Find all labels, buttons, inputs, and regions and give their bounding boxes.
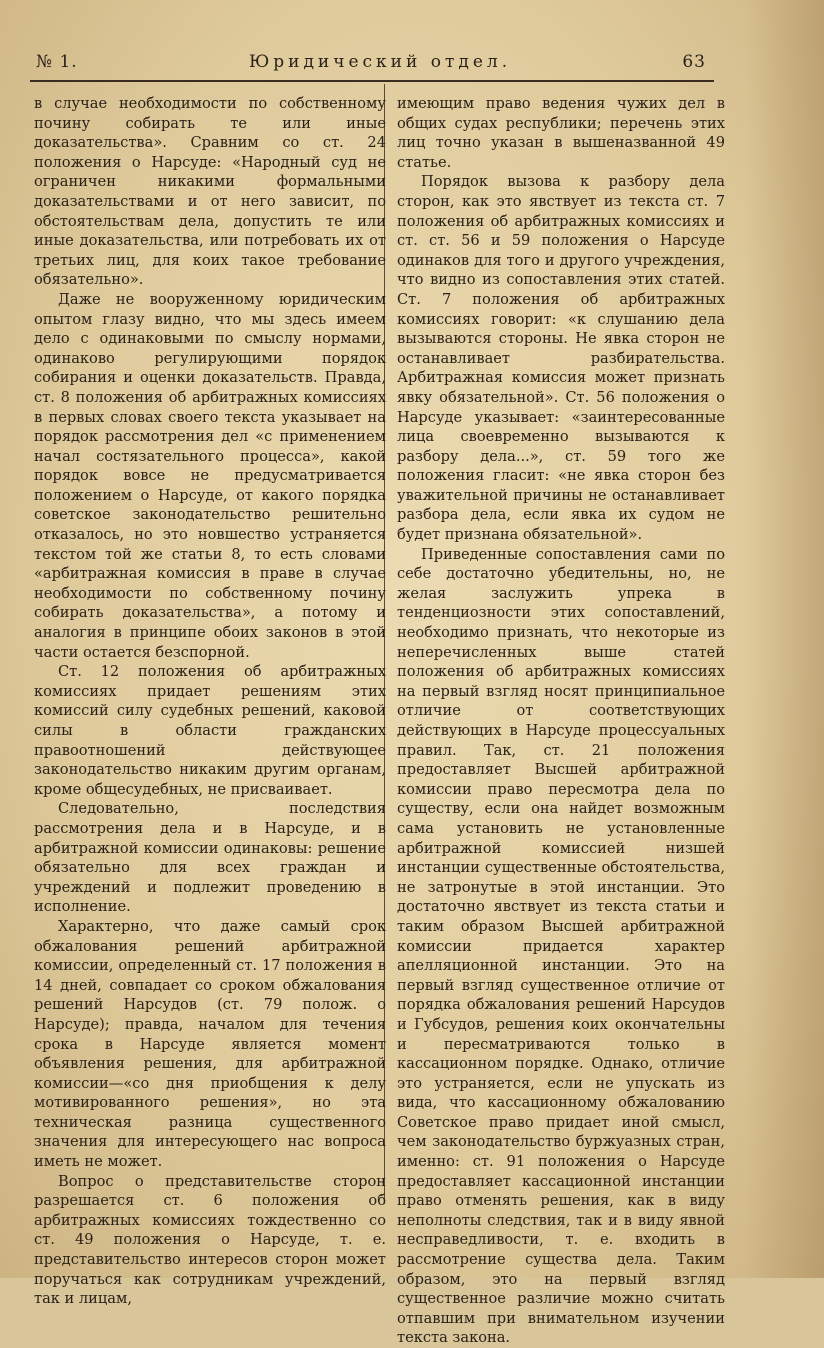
paragraph: Даже не вооруженному юридическим опытом глазу видно, что мы здесь имеем дело с одинаковыми по смыслу нормами, одинаково регулирующими порядок собирания и оценки доказательств. Правда, ст. 8 положения об арбитражных комиссиях в первых словах своего текста указывает на порядок рассмотрения дел «с применением начал состязательного процесса», какой порядок вовсе не предусматривается положением о Нарсуде, от какого порядка советское законодательство решительно отказалось, но это новшество устраняется текстом той же статьи 8, то есть словами «арбитражная комиссия в праве в случае необходимости по собственному почину собирать доказательства», а потому и аналогия в принципе обоих законов в этой части остается безспорной. — [34, 290, 386, 661]
page-header — [36, 50, 706, 74]
issue-number: № 1. — [36, 52, 78, 72]
paragraph: Следовательно, последствия рассмотрения дела и в Нарсуде, и в арбитражной комиссии одинаковы: решение обязательно для всех граждан и учреждений и подлежит проведению в исполнение. — [34, 800, 386, 916]
paragraph: Приведенные сопоставления сами по себе достаточно убедительны, но, не желая заслужить упрека в тенденциозности этих сопоставлений, необходимо признать, что некоторые из неперечисленных выше статей положения об арбитражных комиссиях на первый взгляд носят принципиальное отличие от соответствующих действующих в Нарсуде процессуальных правил. Так, ст. 21 положения предоставляет Высшей арбитражной комиссии право пересмотра дела по существу, если она найдет возможным сама установить не установленные арбитражной комиссией низшей инстанции существенные обстоятельства, не затронутые в этой инстанции. Это достаточно явствует из текста статьи и таким образом Высшей арбитражной комиссии придается характер апелляционной инстанции. Это на первый взгляд существенное отличие от порядка обжалования решений Нарсудов и Губсудов, решения коих окончательны и пересматриваются только в кассационном порядке. Однако, отличие это устраняется, если не упускать из вида, что кассационному обжалованию Советское право придает иной смысл, чем законодательство буржуазных стран, именно: ст. 91 положения о Нарсуде предоставляет кассационной инстанции право отменять решения, как в виду неполноты следствия, так и в виду явной несправедливости, т. е. входить в рассмотрение существа дела. Таким образом, это на первый взгляд существенное различие можно считать отпавшим при внимательном изучении текста закона. — [397, 545, 725, 1347]
paragraph: Ст. 12 положения об арбитражных комиссиях придает решениям этих комиссий силу судебных решений, каковой силы в области гражданских правоотношений действующее законодательство никаким другим органам, кроме общесудебных, не присваивает. — [34, 663, 386, 798]
section-title: Юридический отдел. — [248, 52, 512, 72]
left-column — [34, 94, 386, 1309]
paragraph: Порядок вызова к разбору дела сторон, как это явствует из текста ст. 7 положения об арбитражных комиссиях и ст. ст. 56 и 59 положения о Нарсуде одинаков для того и другого учреждения, что видно из сопоставления этих статей. Ст. 7 положения об арбитражных комиссиях говорит: «к слушанию дела вызываются стороны. Не явка сторон не останавливает разбирательства. Арбитражная комиссия может признать явку обязательной». Ст. 56 положения о Нарсуде указывает: «заинтересованные лица своевременно вызываются к разбору дела...», ст. 59 того же положения гласит: «не явка сторон без уважительной причины не останавливает разбора дела, если явка их судом не будет признана обязательной». — [397, 173, 725, 544]
page-edge — [746, 0, 824, 1278]
paragraph: в случае необходимости по собственному почину собирать те или иные доказательства». Сравним со ст. 24 положения о Нарсуде: «Народный суд не ограничен никакими формальными доказательствами и от него зависит, по обстоятельствам дела, допустить те или иные доказательства, или потребовать их от третьих лиц, для коих такое требование обязательно». — [34, 95, 386, 289]
paragraph: Вопрос о представительстве сторон разрешается ст. 6 положения об арбитражных комиссиях тождественно со ст. 49 положения о Нарсуде, т. е. представительство интересов сторон может поручаться как сотрудникам учреждений, так и лицам, — [34, 1172, 386, 1308]
paragraph: Характерно, что даже самый срок обжалования решений арбитражной комиссии, определенный ст. 17 положения в 14 дней, совпадает со сроком обжалования решений Нарсудов (ст. 79 полож. о Нарсуде); правда, началом для течения срока в Нарсуде является момент объявления решения, для арбитражной комиссии—«со дня приобщения к делу мотивированного решения», но эта техническая разница существенного значения для интересующего нас вопроса иметь не может. — [34, 917, 386, 1171]
header-rule — [30, 80, 714, 82]
page-number: 63 — [682, 52, 706, 72]
paragraph: имеющим право ведения чужих дел в общих судах республики; перечень этих лиц точно указан в вышеназванной 49 статье. — [397, 95, 725, 171]
right-column — [397, 94, 725, 1348]
